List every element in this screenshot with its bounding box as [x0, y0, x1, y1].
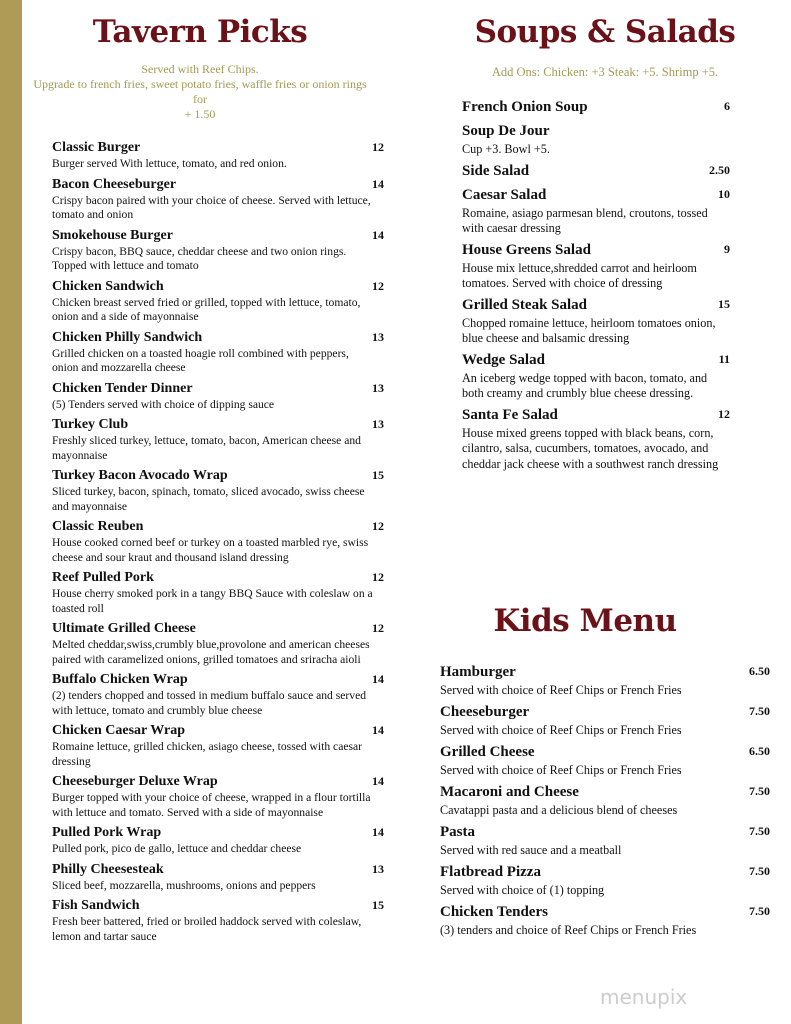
item-description: Served with choice of Reef Chips or French Fries: [440, 723, 682, 737]
item-price: 15: [372, 898, 384, 912]
item-name: Turkey Club: [52, 417, 129, 432]
item-price: 13: [372, 380, 384, 395]
item-price: 6.50: [749, 744, 770, 758]
item-price: 13: [372, 861, 384, 876]
item-name: Pulled Pork Wrap: [52, 825, 162, 840]
tavern-items-list: [52, 138, 384, 947]
item-name: Reef Pulled Pork: [52, 570, 154, 585]
item-description: House cooked corned beef or turkey on a toasted marbled rye, swiss cheese and sour kraut and thousand island dressing: [52, 536, 369, 564]
menu-item: [440, 702, 770, 738]
item-price: 14: [372, 774, 384, 788]
item-description: House mix lettuce,shredded carrot and heirloom tomatoes. Served with choice of dressing: [462, 260, 697, 290]
soups-salads-title: Soups & Salads: [474, 14, 736, 50]
menu-item: [462, 97, 730, 118]
item-price: 13: [372, 417, 384, 431]
item-name: House Greens Salad: [462, 241, 591, 258]
item-description: (3) tenders and choice of Reef Chips or French Fries: [440, 923, 697, 937]
item-description: Crispy bacon, BBQ sauce, cheddar cheese and two onion rings. Topped with lettuce and tomato: [52, 244, 347, 272]
item-price: 12: [372, 570, 384, 584]
item-price: 14: [372, 227, 384, 242]
item-name: Buffalo Chicken Wrap: [52, 672, 188, 687]
menu-item: [52, 896, 384, 944]
item-name: Cheeseburger: [440, 704, 530, 720]
item-name: Turkey Bacon Avocado Wrap: [52, 468, 228, 483]
menu-item: [462, 161, 730, 182]
menu-item: [462, 240, 730, 292]
item-price: 12: [372, 621, 384, 635]
menu-item: [52, 721, 384, 769]
tavern-picks-title: Tavern Picks: [92, 14, 308, 50]
item-name: French Onion Soup: [462, 99, 588, 115]
item-name: Fish Sandwich: [52, 898, 140, 913]
menu-item: [52, 772, 384, 820]
kids-items-list: [440, 662, 770, 942]
menu-item: [52, 619, 384, 667]
item-description: (2) tenders chopped and tossed in medium buffalo sauce and served with lettuce, tomato and crumbly blue cheese: [52, 689, 367, 717]
item-description: (5) Tenders served with choice of dipping sauce: [52, 397, 275, 411]
item-description: Fresh beer battered, fried or broiled haddock served with coleslaw, lemon and tartar sauce: [52, 915, 362, 943]
soups-items-list: [462, 97, 730, 475]
subtitle-line: Upgrade to french fries, sweet potato fries, waffle fries or onion rings for: [33, 77, 367, 106]
item-description: Freshly sliced turkey, lettuce, tomato, bacon, American cheese and mayonnaise: [52, 434, 361, 462]
item-price: 15: [372, 468, 384, 482]
item-name: Bacon Cheeseburger: [52, 176, 177, 192]
menu-item: [440, 862, 770, 898]
menu-item: [52, 175, 384, 223]
item-price: 2.50: [709, 162, 730, 177]
menu-item: [52, 823, 384, 857]
menu-item: [52, 568, 384, 616]
item-name: Cheeseburger Deluxe Wrap: [52, 774, 218, 789]
item-price: 9: [724, 241, 730, 256]
item-description: Chicken breast served fried or grilled, topped with lettuce, tomato, onion and a side of mayonnaise: [52, 295, 361, 323]
item-price: 14: [372, 825, 384, 839]
item-name: Caesar Salad: [462, 186, 547, 203]
menu-item: [52, 517, 384, 565]
item-price: 7.50: [749, 704, 770, 718]
kids-menu-title: Kids Menu: [493, 603, 677, 639]
item-description: Romaine, asiago parmesan blend, croutons, tossed with caesar dressing: [462, 205, 708, 235]
item-description: House cherry smoked pork in a tangy BBQ Sauce with coleslaw on a toasted roll: [52, 587, 373, 615]
item-price: 14: [372, 723, 384, 737]
item-description: Sliced turkey, bacon, spinach, tomato, sliced avocado, swiss cheese and mayonnaise: [52, 485, 365, 513]
item-description: Crispy bacon paired with your choice of cheese. Served with lettuce, tomato and onion: [52, 193, 371, 221]
item-name: Ultimate Grilled Cheese: [52, 621, 196, 636]
menu-item: [462, 405, 730, 473]
menu-item: [52, 466, 384, 514]
menu-item: [52, 415, 384, 463]
item-description: Romaine lettuce, grilled chicken, asiago cheese, tossed with caesar dressing: [52, 740, 363, 768]
item-name: Wedge Salad: [462, 351, 545, 368]
menu-item: [440, 662, 770, 698]
item-description: Served with choice of Reef Chips or French Fries: [440, 683, 682, 697]
item-price: 6: [724, 99, 730, 113]
item-name: Hamburger: [440, 664, 516, 680]
item-price: 7.50: [749, 864, 770, 878]
item-name: Grilled Cheese: [440, 744, 535, 760]
menu-item: [462, 295, 730, 347]
item-name: Philly Cheesesteak: [52, 861, 164, 877]
item-description: Grilled chicken on a toasted hoagie roll combined with peppers, onion and mozzarella cheese: [52, 346, 349, 374]
menu-item: [462, 350, 730, 402]
menu-item: [462, 121, 730, 158]
menu-item: [52, 860, 384, 894]
item-name: Soup De Jour: [462, 123, 550, 139]
menu-item: [462, 185, 730, 237]
item-name: Smokehouse Burger: [52, 227, 173, 243]
item-name: Grilled Steak Salad: [462, 296, 588, 313]
soups-subtitle: Add Ons: Chicken: +3 Steak: +5. Shrimp +5.: [491, 65, 719, 79]
item-description: Cavatappi pasta and a delicious blend of cheeses: [440, 803, 678, 817]
item-name: Flatbread Pizza: [440, 864, 541, 880]
item-price: 15: [718, 296, 730, 311]
menu-item: [440, 902, 770, 938]
item-description: Chopped romaine lettuce, heirloom tomatoes onion, blue cheese and balsamic dressing: [462, 315, 716, 345]
item-name: Chicken Tenders: [440, 904, 548, 920]
tavern-subtitle: [30, 62, 370, 122]
item-price: 13: [372, 329, 384, 344]
item-description: Served with choice of (1) topping: [440, 883, 605, 897]
menu-item: [52, 670, 384, 718]
item-name: Classic Reuben: [52, 519, 144, 534]
item-description: Burger topped with your choice of cheese, wrapped in a flour tortilla with lettuce and tomato. Served with a side of mayonnaise: [52, 791, 371, 819]
item-name: Classic Burger: [52, 140, 141, 155]
item-price: 7.50: [749, 784, 770, 798]
item-description: Burger served With lettuce, tomato, and red onion.: [52, 157, 287, 170]
menu-item: [440, 822, 770, 858]
subtitle-line: Served with Reef Chips.: [141, 62, 259, 76]
item-description: Pulled pork, pico de gallo, lettuce and cheddar cheese: [52, 842, 302, 855]
gold-stripe: [0, 0, 22, 1024]
menu-item: [52, 277, 384, 325]
item-price: 12: [372, 140, 384, 154]
item-price: 7.50: [749, 904, 770, 918]
menu-item: [52, 379, 384, 413]
item-description: House mixed greens topped with black beans, corn, cilantro, salsa, cucumbers, tomatoes, avocado, and cheddar jack cheese with a southwest ranch dressing: [462, 425, 719, 471]
item-price: 12: [372, 519, 384, 533]
menu-item: [52, 226, 384, 274]
menu-item: [440, 782, 770, 818]
item-price: 7.50: [749, 824, 770, 838]
item-price: 11: [718, 351, 730, 366]
item-name: Pasta: [440, 824, 475, 840]
item-name: Chicken Philly Sandwich: [52, 329, 203, 345]
item-price: 6.50: [749, 664, 770, 678]
subtitle-line: + 1.50: [184, 107, 216, 121]
item-description: Cup +3. Bowl +5.: [462, 142, 550, 156]
item-description: An iceberg wedge topped with bacon, tomato, and both creamy and crumbly blue cheese dressing.: [462, 370, 708, 400]
menu-item: [52, 328, 384, 376]
item-price: 12: [372, 278, 384, 293]
item-name: Chicken Tender Dinner: [52, 380, 193, 396]
watermark: menupix: [600, 985, 688, 1009]
item-name: Side Salad: [462, 162, 530, 179]
item-price: 12: [718, 406, 730, 421]
item-name: Santa Fe Salad: [462, 406, 558, 423]
item-name: Chicken Caesar Wrap: [52, 723, 186, 738]
menu-item: [440, 742, 770, 778]
item-description: Served with red sauce and a meatball: [440, 843, 622, 857]
item-name: Macaroni and Cheese: [440, 784, 579, 800]
menu-item: [52, 138, 384, 172]
item-description: Sliced beef, mozzarella, mushrooms, onions and peppers: [52, 878, 316, 892]
item-price: 14: [372, 176, 384, 191]
item-name: Chicken Sandwich: [52, 278, 164, 294]
item-description: Served with choice of Reef Chips or French Fries: [440, 763, 682, 777]
item-price: 10: [718, 186, 730, 201]
item-description: Melted cheddar,swiss,crumbly blue,provolone and american cheeses paired with caramelized onions, grilled tomatoes and sriracha aioli: [52, 638, 370, 666]
item-price: 14: [372, 672, 384, 686]
